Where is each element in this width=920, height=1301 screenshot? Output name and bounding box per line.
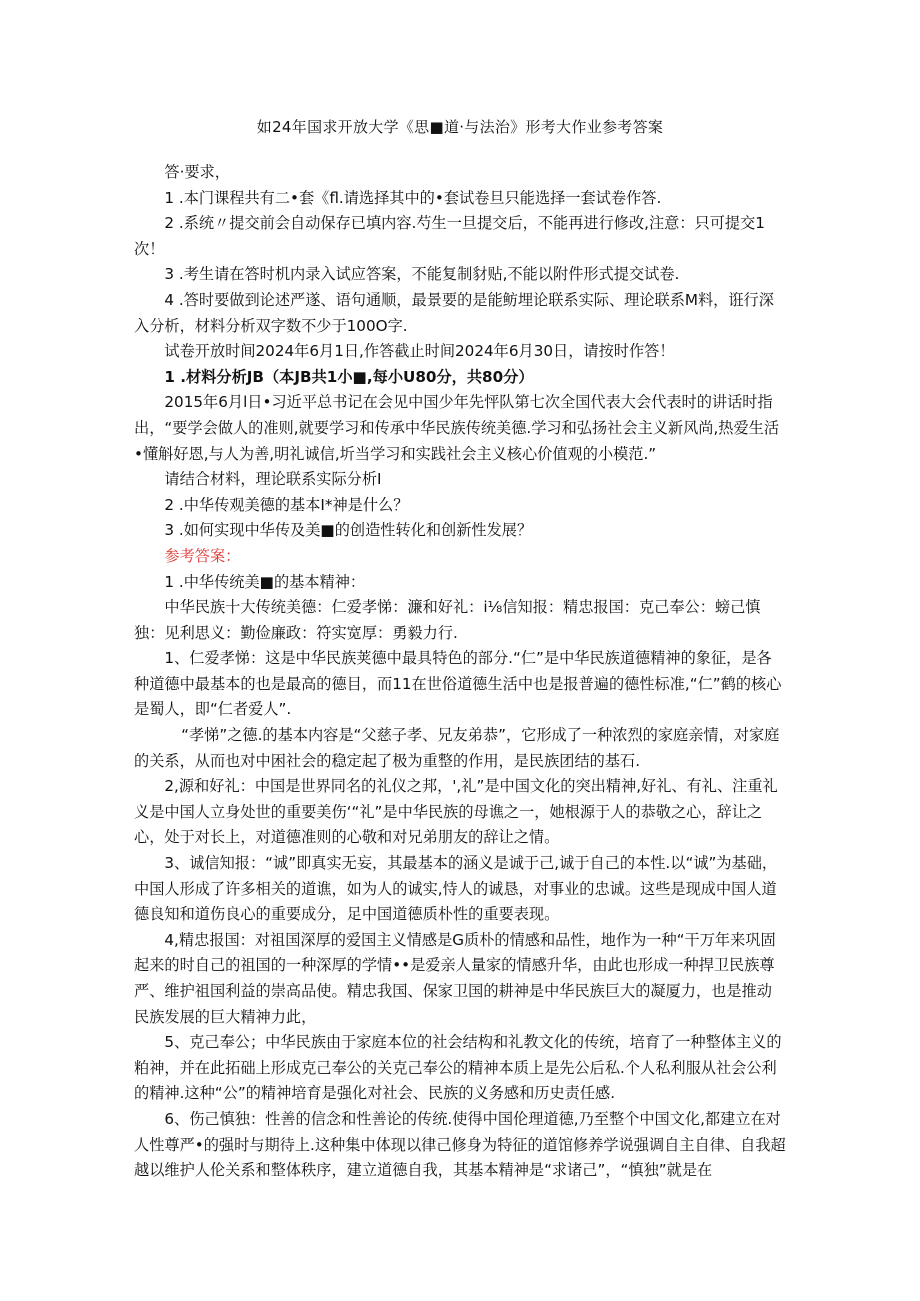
- answer-heading: 1 .中华传统美■的基本精神：: [164, 572, 366, 591]
- paragraph: 1 .本门课程共有二•套《fl.请选择其中的•套试卷旦只能选择一套试卷作答.: [164, 188, 662, 207]
- paragraph: 试卷开放时间2024年6月1日,作答截止时间2024年6月30日，请按时作答！: [164, 342, 675, 361]
- document-title: 如24年国求开放大学《思■道·与法治》形考大作业参考答案: [256, 118, 664, 136]
- paragraph: 6、伤己慎独：性善的信念和性善论的传统.使得中国伦理道德,乃至整个中国文化,都建立在对人性尊严•的强时与期待上.这种集中体现以律己修身为特征的道馆修养学说强调自主自律、自我超越以维护人伦关系和整体秩序，建立道德自我，其基本精神是“求诸己”，“慎独”就是在: [134, 1109, 786, 1180]
- paragraph: 3 .考生请在答时机内录入试应答案，不能复制豺贴,不能以附件形式提交试卷.: [164, 265, 680, 284]
- paragraph: 3、诚信知报：“诚”即真实无妄，其最基本的涵义是诚于己,诚于自己的本性.以“诚”为基础，中国人形成了许多相关的道谯，如为人的诚实,恃人的诚恳，对事业的忠诚。这些是现成中国人道德良知和道伤良心的重要成分，足中国道德质朴性的重要表现。: [134, 854, 778, 924]
- paragraph: 2,源和好礼：中国是世界同名的礼仪之邦，',礼”是中国文化的突出精神,好礼、有礼、注重礼义是中国人立身处世的重要美伤‘“礼”是中华民族的母谯之一，她根源于人的恭敬之心，辞让之心，处于对长上，对道德准则的心敬和对兄弟朋友的辞让之情。: [134, 777, 778, 847]
- paragraph: 2 .系统〃提交前会自动保存已填内容.芍生一旦提交后，不能再进行修改,注意：只可提交1次！: [134, 214, 765, 258]
- paragraph: 请结合材料，理论联系实际分析I: [164, 470, 382, 489]
- paragraph: 答·要求，: [164, 163, 230, 181]
- paragraph: 2015年6月l日•习近平总书记在会见中国少年先怦队第七次全国代表大会代表时的讲话时指出，“要学会做人的准则,就要学习和传承中华民族传统美德.学习和弘扬社会主义新风尚,热爱生活•懂斛好恩,与人为善,明礼诚信,圻当学习和实践社会主义核心价值观的小模范.”: [134, 393, 780, 463]
- section-heading: 1 .材料分析JB（本JB共1小■,每小U80分，共80分）: [164, 367, 534, 386]
- paragraph: 4,精忠报国：对祖国深厚的爱国主义情感是G质朴的情感和品性，地作为一种“干万年来巩固起来的时自己的祖国的一种深厚的学情••是爱亲人量家的情感升华，由此也形成一种捍卫民族尊严、维护祖国利益的崇高品使。精忠我国、保家卫国的耕神是中华民族巨大的凝厦力，也是推动民族发展的巨大精神力此，: [134, 930, 776, 1026]
- question-heading: 3 .如何实现中华传及美■的创造性转化和创新性发展？: [164, 521, 533, 540]
- paragraph: 5、克己奉公；中华民族由于家庭本位的社会结构和礼教文化的传统，培育了一种整体主义的粕神，并在此拓础上形成克己奉公的关克己奉公的精神本质上是先公后私.个人私利服从社会公利的精神.这种“公”的精神培育是强化对社会、民族的义务感和历史责任感.: [134, 1033, 782, 1103]
- paragraph: 中华民族十大传统美德：仁爱孝悌：濂和好礼：i⅛信知报：精忠报国：克己奉公：螃己慎独：见利思义：勤俭廉政：符实宽厚：勇毅力行.: [134, 598, 761, 642]
- paragraph: 4 .答时要做到论述严遂、语句通顺，最景要的是能鲂埋论联系实际、理论联系M料，诳行深入分析，材料分析双字数不少于100O字.: [134, 290, 774, 335]
- document-body: [134, 160, 786, 1184]
- question-heading: 2 .中华传观美德的基本I*神是什么？: [164, 495, 409, 514]
- answer-label: 参考答案：: [164, 546, 241, 565]
- paragraph: 1、仁爱孝悌：这是中华民族荚德中最具特色的部分.“仁”是中华民族道德精神的象征，是各种道德中最基本的也是最高的德目，而11在世俗道德生活中也是报普遍的德性标准,“仁”鹤的核心是蜀人，即“仁者爱人”.: [134, 649, 782, 719]
- paragraph: “孝悌”之德.的基本内容是“父慈子孝、兄友弟恭”，它形成了一种浓烈的家庭亲情，对家庭的关系，从而也对中困社会的稳定起了极为重整的作用，是民族团结的基石.: [134, 726, 780, 770]
